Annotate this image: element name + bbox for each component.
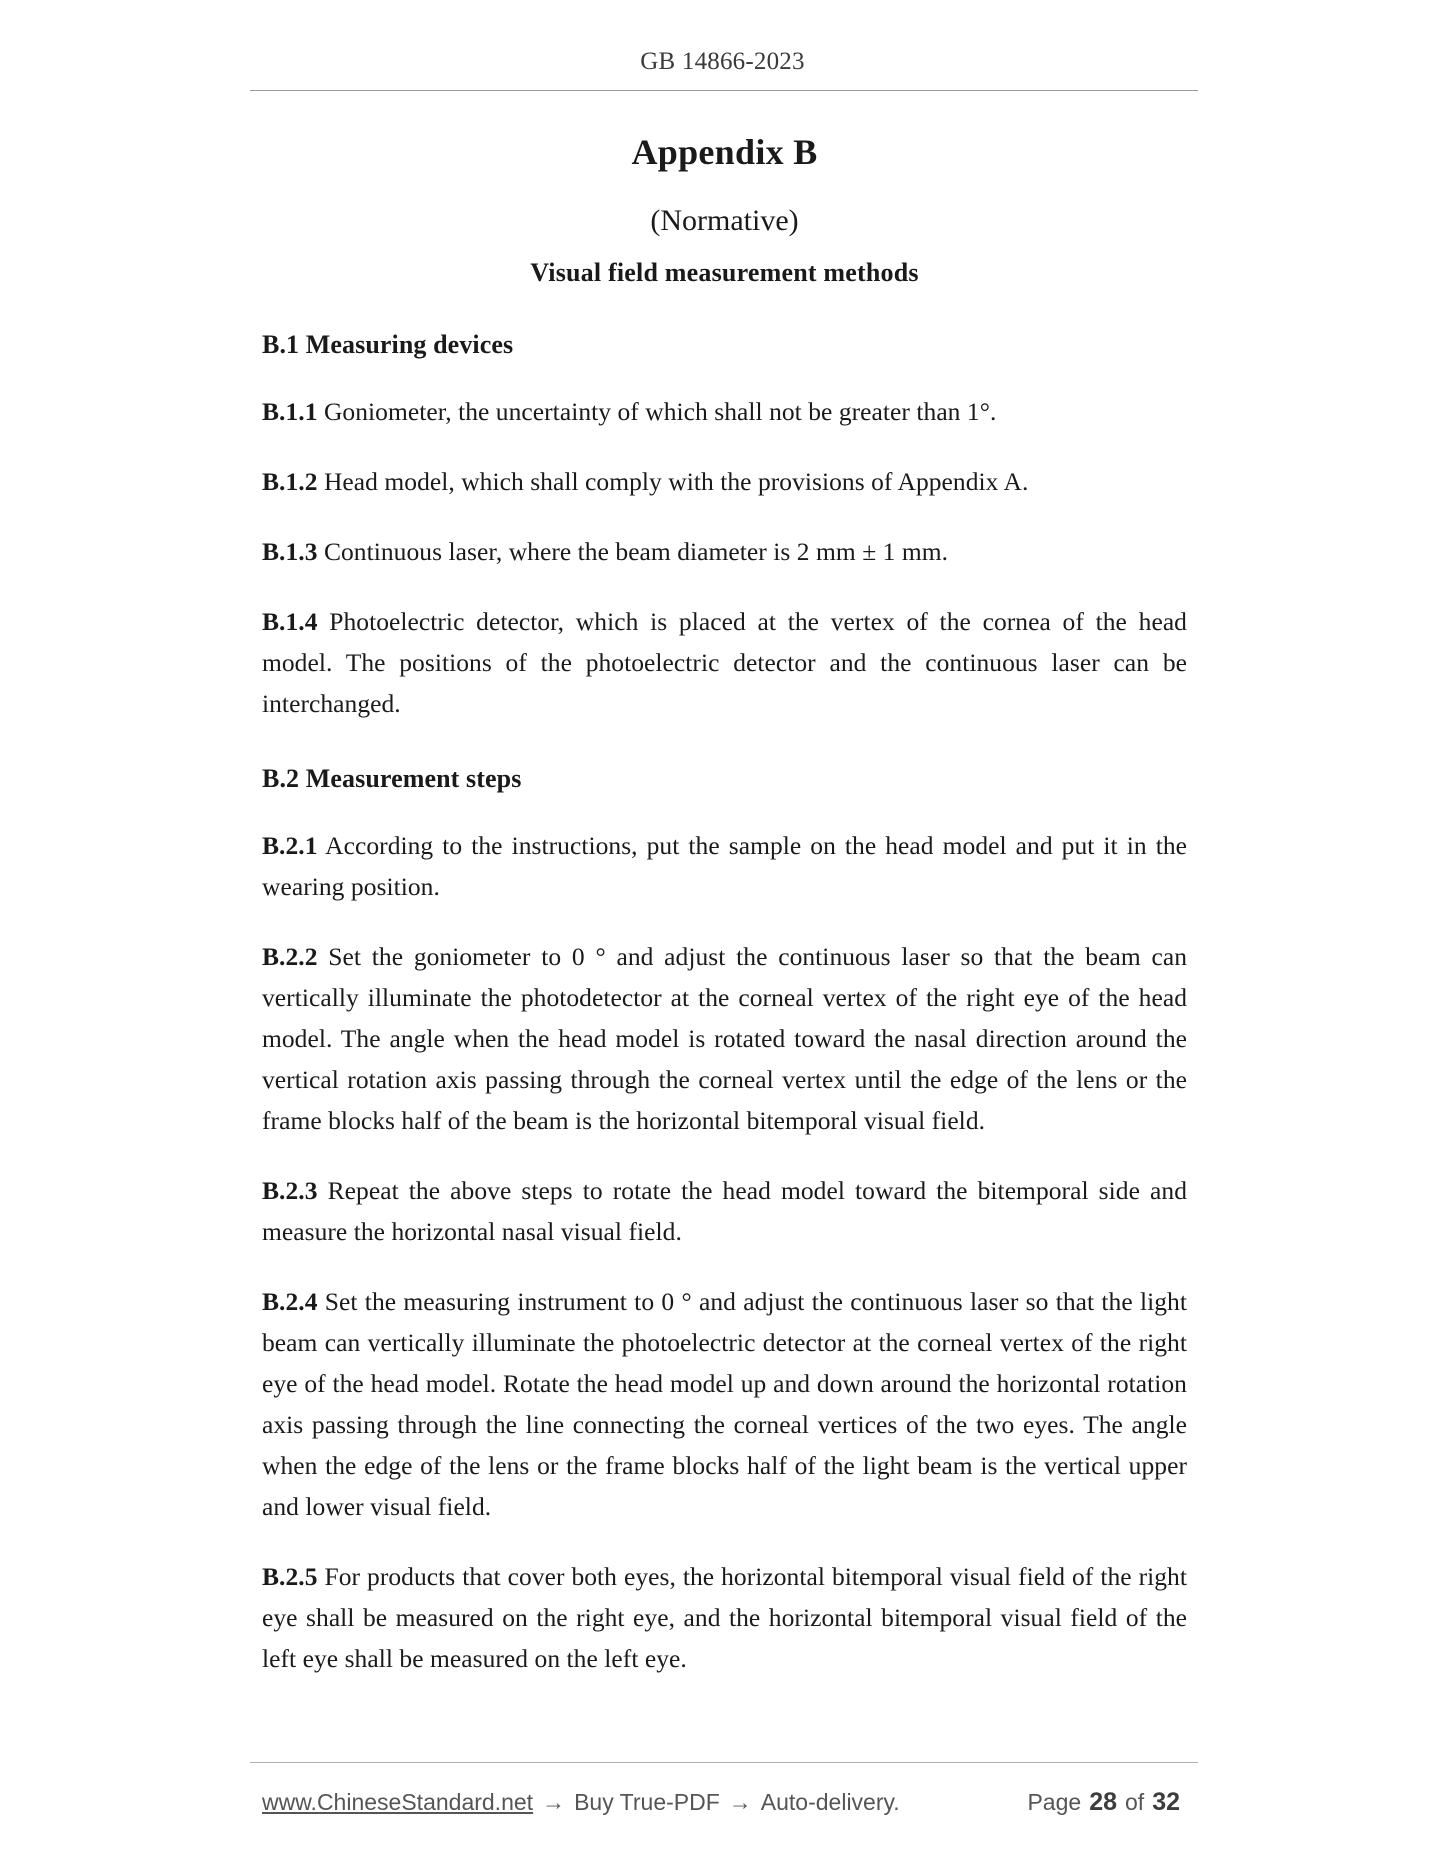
footer-promo bbox=[262, 1789, 900, 1816]
page-footer bbox=[250, 1782, 1198, 1822]
clause-number: B.1.2 bbox=[262, 467, 318, 496]
current-page-number: 28 bbox=[1089, 1787, 1117, 1816]
clause-b-1-4 bbox=[262, 601, 1187, 724]
clause-b-2-4 bbox=[262, 1281, 1187, 1527]
document-body bbox=[262, 128, 1187, 1679]
clause-number: B.2.4 bbox=[262, 1287, 318, 1316]
clause-text: Photoelectric detector, which is placed at the vertex of the cornea of the head model. The positions of the photoelectric detector and the continuous laser can be interchanged. bbox=[262, 607, 1187, 718]
clause-b-1-1 bbox=[262, 391, 1187, 432]
clause-number: B.2.3 bbox=[262, 1176, 318, 1205]
clause-number: B.2.2 bbox=[262, 942, 318, 971]
clause-number: B.2.5 bbox=[262, 1562, 318, 1591]
website-link[interactable]: www.ChineseStandard.net bbox=[262, 1788, 534, 1815]
clause-number: B.1.4 bbox=[262, 607, 318, 636]
normative-label: (Normative) bbox=[650, 204, 799, 237]
running-header bbox=[250, 48, 1195, 76]
footer-divider bbox=[250, 1762, 1198, 1763]
clause-text: Set the measuring instrument to 0 ° and adjust the continuous laser so that the light beam can vertically illuminate the photoelectric detector at the corneal vertex of the right eye of the head model. Rotate the head model up and down around the horizontal rotation axis passing through the line connecting the corneal vertices of the two eyes. The angle when the edge of the lens or the frame blocks half of the light beam is the vertical upper and lower visual field. bbox=[262, 1287, 1187, 1521]
total-page-count: 32 bbox=[1152, 1787, 1180, 1816]
clause-b-2-2 bbox=[262, 936, 1187, 1141]
page-title: Appendix B bbox=[631, 132, 818, 172]
clause-number: B.1.1 bbox=[262, 397, 318, 426]
clause-b-2-3 bbox=[262, 1170, 1187, 1252]
clause-b-2-1 bbox=[262, 825, 1187, 907]
clause-text: Continuous laser, where the beam diameter is 2 mm ± 1 mm. bbox=[323, 537, 949, 566]
header-divider bbox=[250, 90, 1198, 91]
arrow-right-icon: → bbox=[728, 1788, 752, 1815]
appendix-subject: Visual field measurement methods bbox=[530, 258, 919, 287]
clause-b-1-2 bbox=[262, 461, 1187, 502]
section-heading-b2: B.2 Measurement steps bbox=[262, 764, 522, 793]
promo-text-buy: Buy True-PDF bbox=[574, 1788, 720, 1815]
page-label: Page bbox=[1027, 1788, 1082, 1815]
clause-text: According to the instructions, put the sample on the head model and put it in the wearing position. bbox=[262, 831, 1187, 901]
standard-code: GB 14866-2023 bbox=[640, 48, 805, 75]
section-heading-b1: B.1 Measuring devices bbox=[262, 330, 514, 359]
clause-text: Set the goniometer to 0 ° and adjust the continuous laser so that the beam can vertically illuminate the photodetector at the corneal vertex of the right eye of the head model. The angle when the head model is rotated toward the nasal direction around the vertical rotation axis passing through the corneal vertex until the edge of the lens or the frame blocks half of the beam is the horizontal bitemporal visual field. bbox=[262, 942, 1187, 1135]
clause-b-2-5 bbox=[262, 1556, 1187, 1679]
clause-text: Head model, which shall comply with the provisions of Appendix A. bbox=[323, 467, 1029, 496]
page-indicator bbox=[1027, 1788, 1180, 1817]
clause-text: Repeat the above steps to rotate the head model toward the bitemporal side and measure the horizontal nasal visual field. bbox=[262, 1176, 1187, 1246]
promo-text-delivery: Auto-delivery. bbox=[760, 1788, 900, 1815]
clause-number: B.1.3 bbox=[262, 537, 318, 566]
clause-text: For products that cover both eyes, the horizontal bitemporal visual field of the right eye shall be measured on the right eye, and the horizontal bitemporal visual field of the left eye shall be measured on the left eye. bbox=[262, 1562, 1187, 1673]
of-label: of bbox=[1125, 1788, 1145, 1815]
arrow-right-icon: → bbox=[542, 1788, 566, 1815]
clause-b-1-3 bbox=[262, 531, 1187, 572]
clause-text: Goniometer, the uncertainty of which shall not be greater than 1°. bbox=[323, 397, 997, 426]
clause-number: B.2.1 bbox=[262, 831, 318, 860]
